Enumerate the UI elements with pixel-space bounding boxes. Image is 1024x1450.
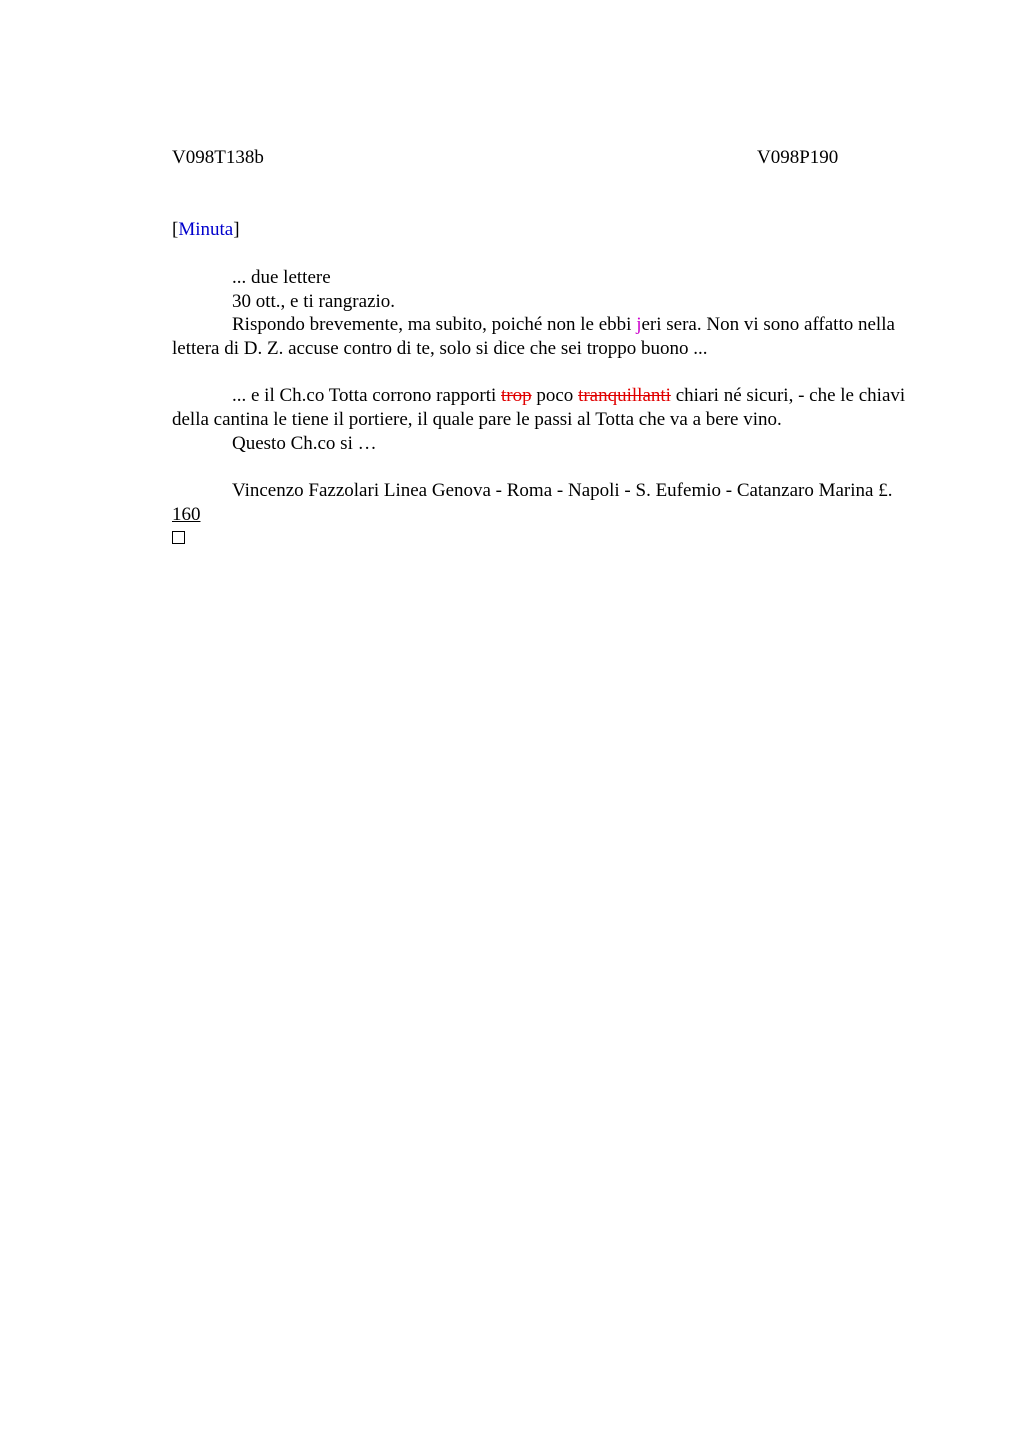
minuta-label: Minuta bbox=[178, 219, 234, 240]
deleted-word: trop bbox=[501, 385, 532, 407]
empty-square-icon bbox=[172, 531, 185, 544]
amount-underlined: 160 bbox=[172, 503, 201, 525]
paragraph-date: 30 ott., e ti rangrazio. bbox=[232, 290, 396, 312]
paragraph-gap bbox=[172, 455, 912, 479]
letter-body bbox=[172, 266, 912, 551]
paragraph-due-lettere: ... due lettere bbox=[232, 267, 331, 288]
paragraph-questo: Questo Ch.co si … bbox=[232, 432, 377, 454]
text-segment: Rispondo brevemente, ma subito, poiché non le ebbi bbox=[232, 314, 637, 336]
end-marker bbox=[172, 526, 912, 551]
paragraph-totta bbox=[172, 384, 912, 431]
paragraph-gap bbox=[172, 360, 912, 384]
bracket-open: [ bbox=[172, 219, 179, 240]
document-page bbox=[172, 146, 912, 551]
insertion-mark: j bbox=[636, 314, 642, 336]
deleted-word: tranquillanti bbox=[578, 385, 671, 407]
text-segment: chiari né sicuri, - che le chiavi della cantina le tiene il portiere, il quale pare le passi al Totta che va a bere vino. bbox=[172, 385, 906, 430]
document-code-right: V098P190 bbox=[757, 147, 839, 168]
header-codes bbox=[172, 146, 912, 170]
text-segment: Vincenzo Fazzolari Linea Genova - Roma - Napoli - S. Eufemio - Catanzaro Marina £. bbox=[232, 480, 893, 502]
text-segment: eri sera. Non vi sono affatto nella lettera di D. Z. accuse contro di te, solo si dice che sei troppo buono ... bbox=[172, 314, 895, 359]
text-segment: ... e il Ch.co Totta corrono rapporti bbox=[232, 385, 502, 407]
document-code-left: V098T138b bbox=[172, 147, 264, 168]
minuta-label-line bbox=[172, 218, 912, 242]
bracket-close: ] bbox=[233, 219, 240, 240]
paragraph-fazzolari bbox=[172, 479, 912, 526]
text-segment: poco bbox=[531, 385, 579, 407]
paragraph-rispondo bbox=[172, 313, 912, 360]
